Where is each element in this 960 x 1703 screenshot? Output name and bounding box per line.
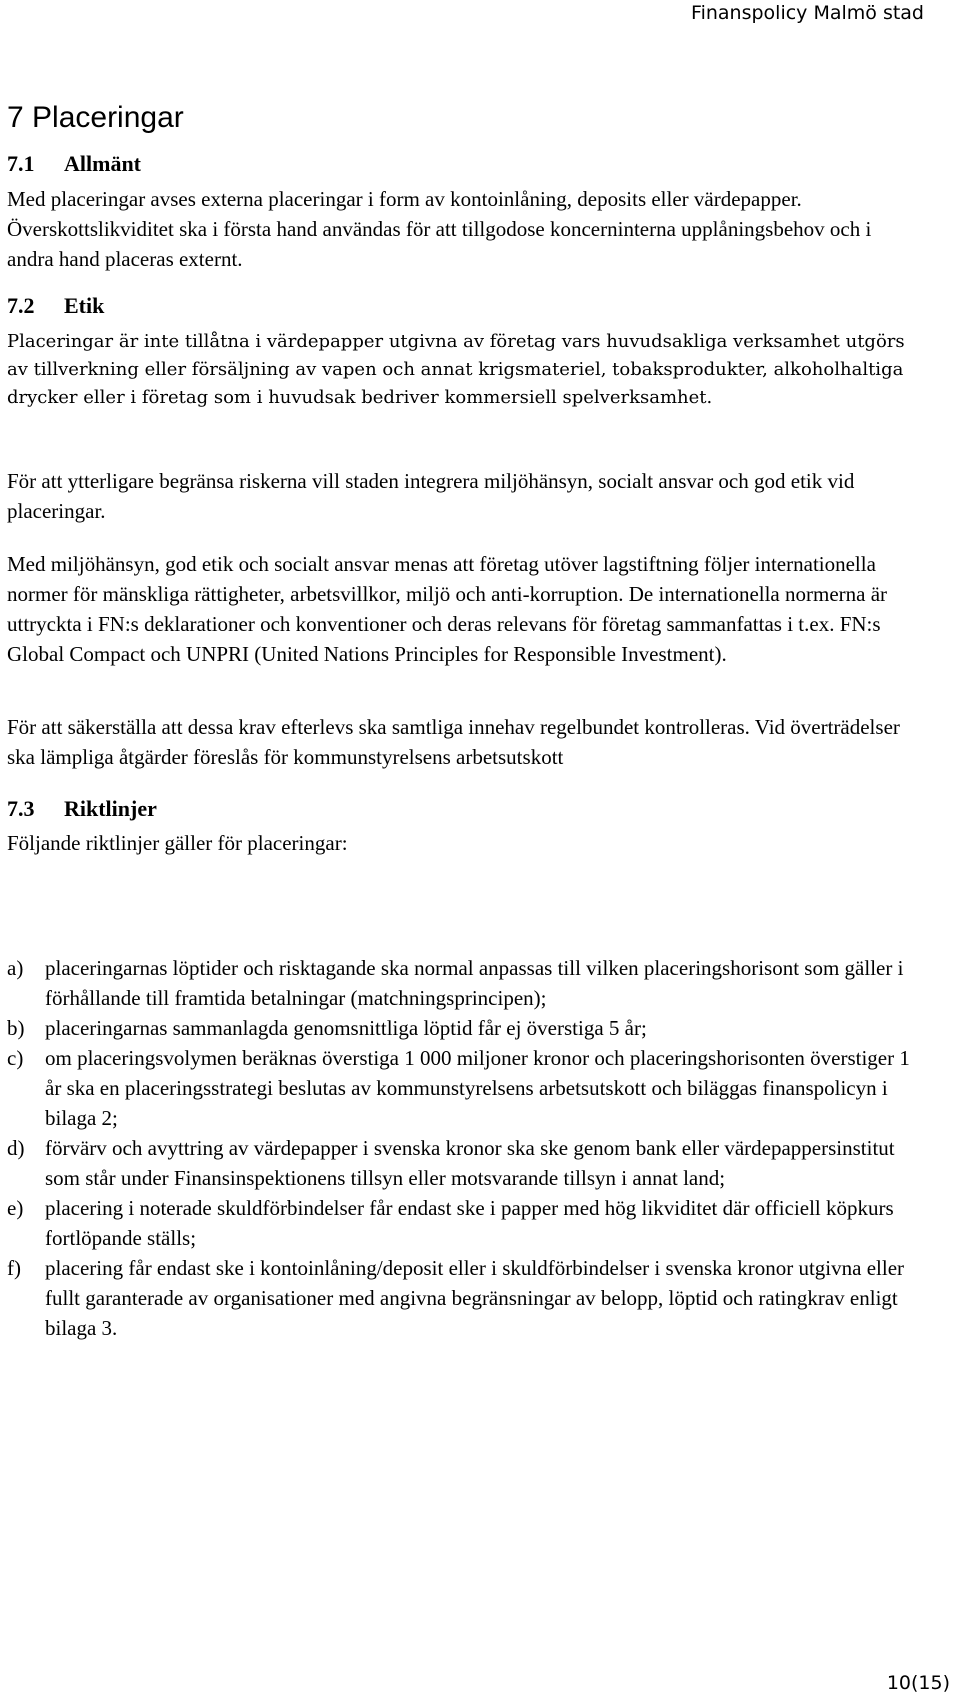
section-title: Allmänt (64, 151, 141, 176)
list-item (7, 1013, 927, 1043)
document-header: Finanspolicy Malmö stad (691, 2, 924, 24)
paragraph: Med miljöhänsyn, god etik och socialt ansvar menas att företag utöver lagstiftning följer internationella normer för mänskliga rättigheter, arbetsvillkor, miljö och anti-korruption. De internationella normerna är uttryckta i FN:s deklarationer och konventioner och deras relevans för företag sammanfattas i t.ex. FN:s Global Compact och UNPRI (United Nations Principles for Responsible Investment). (7, 552, 888, 666)
list-item-text: om placeringsvolymen beräknas överstiga 1 000 miljoner kronor och placeringshorisonten överstiger 1 år ska en placeringsstrategi beslutas av kommunstyrelsens arbetsutskott och biläggas finanspolicyn i bilaga 2; (45, 1046, 910, 1130)
list-item (7, 1043, 927, 1133)
list-marker: e) (7, 1196, 24, 1220)
paragraph: Följande riktlinjer gäller för placeringar: (7, 831, 348, 855)
section-heading-7-2 (7, 292, 104, 320)
guideline-list (7, 953, 927, 1343)
list-marker: f) (7, 1256, 21, 1280)
list-item-text: placeringarnas löptider och risktagande ska normal anpassas till vilken placeringshorisont som gäller i förhållande till framtida betalningar (matchningsprincipen); (45, 956, 904, 1010)
list-item-text: förvärv och avyttring av värdepapper i svenska kronor ska ske genom bank eller värdepappersinstitut som står under Finansinspektionens tillsyn eller motsvarande tillsyn i annat land; (45, 1136, 895, 1190)
section-number: 7.2 (7, 293, 35, 318)
list-marker: b) (7, 1016, 25, 1040)
paragraph: För att säkerställa att dessa krav efterlevs ska samtliga innehav regelbundet kontrolleras. Vid överträdelser ska lämpliga åtgärder föreslås för kommunstyrelsens arbetsutskott (7, 715, 900, 769)
section-title: Riktlinjer (64, 796, 157, 821)
list-item-text: placering i noterade skuldförbindelser får endast ske i papper med hög likviditet där officiell köpkurs fortlöpande ställs; (45, 1196, 894, 1250)
section-number: 7.1 (7, 151, 35, 176)
list-item-text: placering får endast ske i kontoinlåning/deposit eller i skuldförbindelser i svenska kronor utgivna eller fullt garanterade av organisationer med angivna begränsningar av belopp, löptid och ratingkrav enligt bilaga 3. (45, 1256, 905, 1340)
list-marker: c) (7, 1046, 24, 1070)
list-item (7, 1133, 927, 1193)
section-number: 7.3 (7, 796, 35, 821)
paragraph: Placeringar är inte tillåtna i värdepapper utgivna av företag vars huvudsakliga verksamhet utgörs av tillverkning eller försäljning av vapen och annat krigsmateriel, tobaksprodukter, alkoholhaltiga drycker eller i företag som i huvudsak bedriver kommersiell spelverksamhet. (7, 331, 905, 408)
chapter-title: 7 Placeringar (7, 101, 184, 134)
page-number: 10(15) (886, 1672, 950, 1694)
section-title: Etik (64, 293, 105, 318)
list-marker: a) (7, 956, 24, 980)
paragraph: Med placeringar avses externa placeringar i form av kontoinlåning, deposits eller värdepapper. Överskottslikviditet ska i första hand användas för att tillgodose koncerninterna upplåningsbehov och i andra hand placeras externt. (7, 187, 872, 271)
list-item-text: placeringarnas sammanlagda genomsnittliga löptid får ej överstiga 5 år; (45, 1016, 647, 1040)
section-heading-7-1 (7, 150, 141, 178)
section-heading-7-3 (7, 795, 157, 823)
list-item (7, 1253, 927, 1343)
list-marker: d) (7, 1136, 25, 1160)
list-item (7, 1193, 927, 1253)
paragraph: För att ytterligare begränsa riskerna vill staden integrera miljöhänsyn, socialt ansvar och god etik vid placeringar. (7, 469, 855, 523)
list-item (7, 953, 927, 1013)
